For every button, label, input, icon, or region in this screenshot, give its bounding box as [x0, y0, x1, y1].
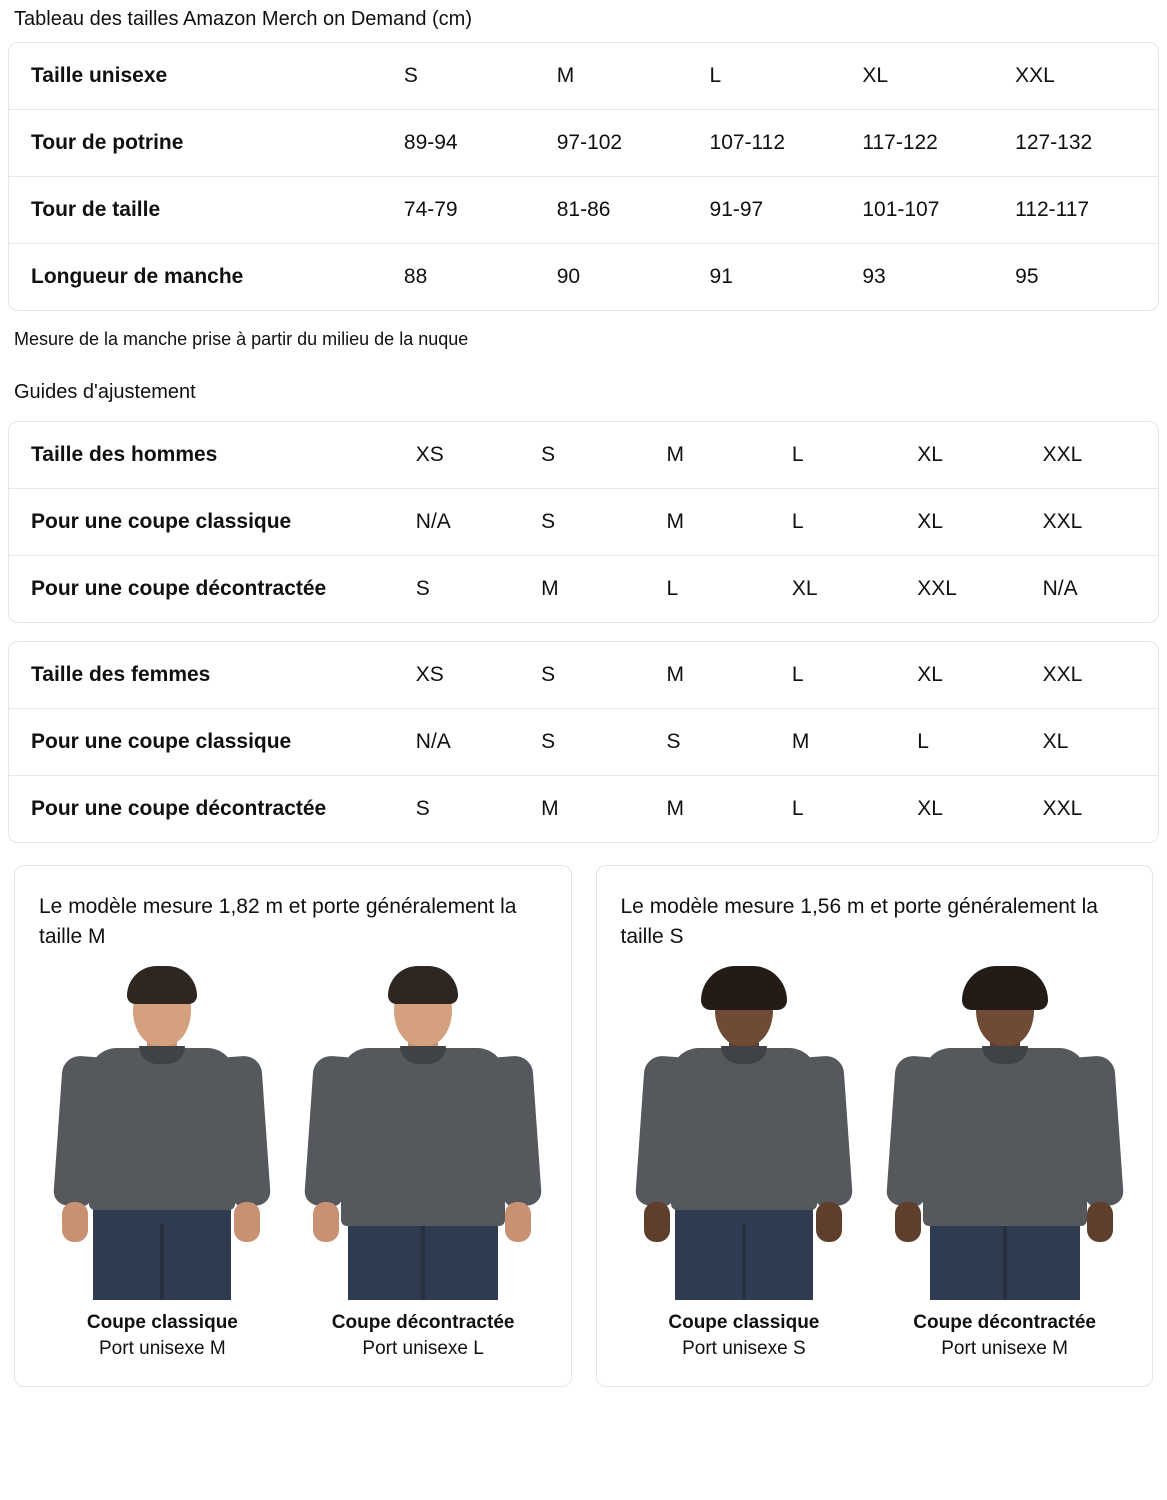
right-hand-shape — [816, 1202, 842, 1242]
cell: XXL — [1042, 797, 1083, 820]
cell: XXL — [917, 577, 957, 600]
table-row — [9, 110, 1158, 177]
cell: S — [394, 43, 547, 110]
cell: XL — [852, 43, 1005, 110]
table-row — [9, 489, 1158, 556]
row-label: Taille des femmes — [9, 642, 406, 709]
cell: S — [531, 422, 656, 489]
table-row — [9, 43, 1158, 110]
womens-model-panel — [596, 865, 1154, 1387]
table-row — [9, 642, 1158, 709]
mens-model-panel — [14, 865, 572, 1387]
hair-shape — [388, 966, 458, 1004]
model-subcaption: Port unisexe M — [941, 1338, 1068, 1359]
table-row — [9, 177, 1158, 244]
left-hand-shape — [644, 1202, 670, 1242]
sleeve-measurement-note: Mesure de la manche prise à partir du milieu de la nuque — [14, 329, 469, 349]
cell: 81-86 — [547, 177, 700, 244]
cell: M — [541, 797, 559, 820]
cell: L — [666, 577, 679, 600]
model-item — [621, 970, 868, 1362]
model-item — [39, 970, 286, 1362]
cell: 91-97 — [700, 177, 853, 244]
female-model-relaxed-fit-image — [881, 970, 1128, 1300]
table-row — [9, 776, 1158, 842]
cell: 90 — [556, 265, 581, 288]
table-row — [9, 556, 1158, 622]
cell: 74-79 — [394, 177, 547, 244]
row-label: Longueur de manche — [31, 265, 244, 288]
row-label: Pour une coupe classique — [9, 489, 406, 556]
cell: N/A — [406, 709, 531, 776]
cell: S — [657, 709, 782, 776]
row-label: Pour une coupe classique — [9, 709, 406, 776]
cell: XXL — [1033, 422, 1158, 489]
cell: XL — [917, 797, 943, 820]
cell: N/A — [406, 489, 531, 556]
cell: XL — [1033, 709, 1158, 776]
jeans-shape — [93, 1204, 231, 1300]
table-row — [9, 422, 1158, 489]
right-hand-shape — [234, 1202, 260, 1242]
model-item — [881, 970, 1128, 1362]
cell: M — [657, 489, 782, 556]
model-caption: Coupe décontractée — [331, 1312, 515, 1333]
cell: S — [531, 642, 656, 709]
cell: XL — [907, 422, 1032, 489]
cell: XS — [406, 642, 531, 709]
cell: 112-117 — [1005, 177, 1158, 244]
hair-shape — [701, 966, 787, 1010]
fit-guides-label: Guides d'ajustement — [14, 381, 196, 403]
unisex-size-table — [8, 42, 1159, 311]
male-model-classic-fit-image — [39, 970, 286, 1300]
cell: M — [547, 43, 700, 110]
cell: 107-112 — [700, 110, 853, 177]
table-row — [9, 709, 1158, 776]
panel-title: Le modèle mesure 1,82 m et porte généralement la taille M — [39, 895, 517, 948]
page-title: Tableau des tailles Amazon Merch on Demand (cm) — [14, 8, 472, 30]
row-label: Taille unisexe — [9, 43, 394, 110]
shirt-shape — [671, 1048, 817, 1210]
row-label: Tour de potrine — [9, 110, 394, 177]
model-caption: Coupe décontractée — [913, 1312, 1096, 1333]
row-label: Pour une coupe décontractée — [31, 577, 327, 600]
left-hand-shape — [313, 1202, 339, 1242]
model-subcaption: Port unisexe S — [682, 1338, 806, 1359]
shirt-shape — [923, 1048, 1087, 1226]
right-hand-shape — [1087, 1202, 1113, 1242]
cell: 101-107 — [852, 177, 1005, 244]
cell: M — [657, 642, 782, 709]
cell: 95 — [1015, 265, 1039, 288]
cell: 91 — [709, 265, 733, 288]
right-hand-shape — [505, 1202, 531, 1242]
cell: N/A — [1042, 577, 1078, 600]
mens-fit-table — [8, 421, 1159, 623]
cell: S — [531, 709, 656, 776]
cell: 97-102 — [547, 110, 700, 177]
cell: XXL — [1033, 489, 1158, 556]
cell: XS — [406, 422, 531, 489]
cell: XL — [791, 577, 818, 600]
jeans-shape — [675, 1204, 813, 1300]
male-model-relaxed-fit-image — [300, 970, 547, 1300]
model-list — [621, 970, 1129, 1362]
table-row — [9, 244, 1158, 310]
cell: XL — [907, 642, 1032, 709]
cell: 127-132 — [1005, 110, 1158, 177]
model-caption: Coupe classique — [86, 1312, 238, 1333]
cell: XXL — [1033, 642, 1158, 709]
cell: M — [666, 797, 685, 820]
womens-fit-table — [8, 641, 1159, 843]
model-caption: Coupe classique — [668, 1312, 820, 1333]
row-label: Tour de taille — [9, 177, 394, 244]
cell: L — [782, 422, 907, 489]
hair-shape — [962, 966, 1048, 1010]
cell: 88 — [403, 265, 428, 288]
shirt-shape — [89, 1048, 235, 1210]
model-panels — [8, 843, 1159, 1405]
shirt-shape — [341, 1048, 505, 1226]
model-subcaption: Port unisexe L — [362, 1338, 484, 1359]
model-subcaption: Port unisexe M — [99, 1338, 226, 1359]
cell: 93 — [862, 265, 886, 288]
row-label: Pour une coupe décontractée — [31, 797, 327, 820]
left-hand-shape — [895, 1202, 921, 1242]
cell: 89-94 — [394, 110, 547, 177]
female-model-classic-fit-image — [621, 970, 868, 1300]
cell: M — [782, 709, 907, 776]
model-list — [39, 970, 547, 1362]
hair-shape — [127, 966, 197, 1004]
model-item — [300, 970, 547, 1362]
cell: S — [415, 577, 430, 600]
cell: 117-122 — [852, 110, 1005, 177]
panel-title: Le modèle mesure 1,56 m et porte généralement la taille S — [620, 895, 1098, 948]
cell: M — [541, 577, 559, 600]
cell: L — [782, 642, 907, 709]
cell: S — [531, 489, 656, 556]
cell: XL — [907, 489, 1032, 556]
cell: S — [415, 797, 430, 820]
cell: M — [657, 422, 782, 489]
cell: L — [700, 43, 853, 110]
cell: L — [782, 489, 907, 556]
cell: XXL — [1005, 43, 1158, 110]
left-hand-shape — [62, 1202, 88, 1242]
cell: L — [791, 797, 804, 820]
cell: L — [907, 709, 1032, 776]
row-label: Taille des hommes — [9, 422, 406, 489]
